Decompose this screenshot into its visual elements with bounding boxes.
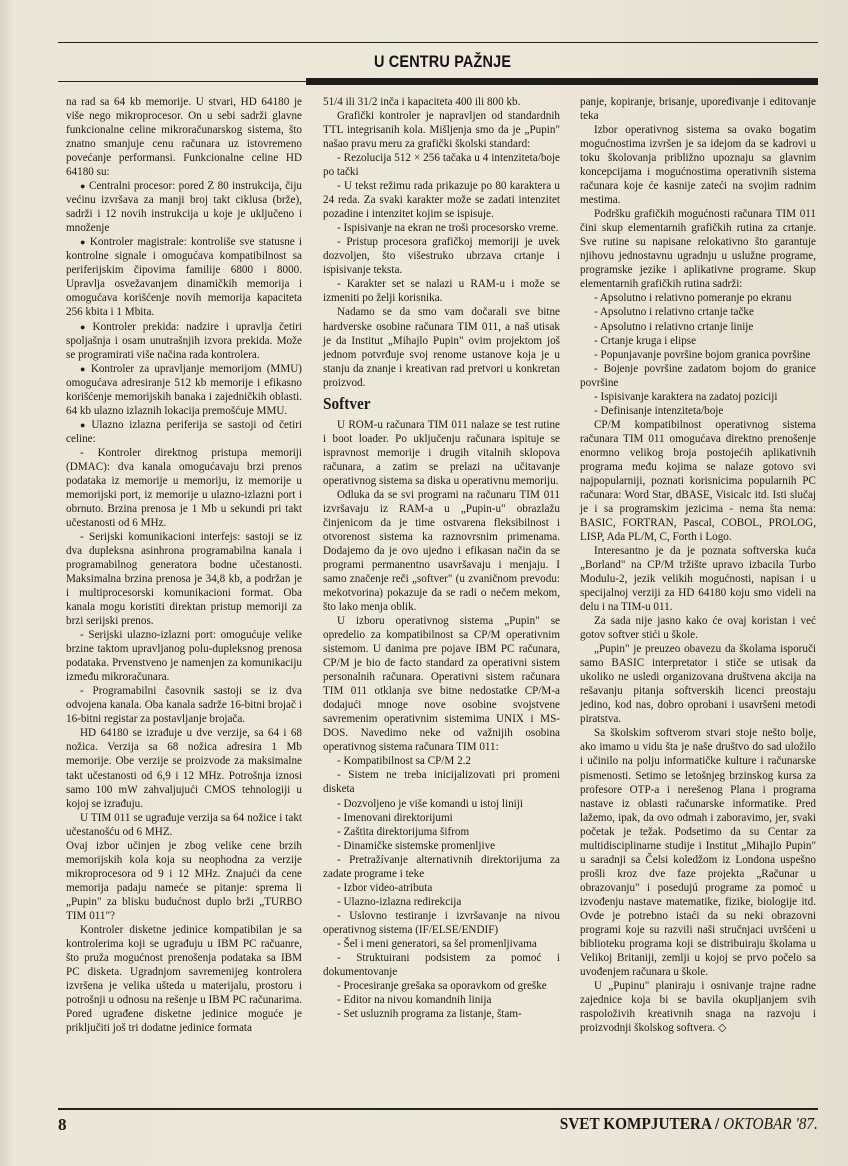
paragraph: - Zaštita direktorijuma šifrom <box>337 825 470 838</box>
paragraph: Odluka da se svi programi na računaru TIM 011 izvršavaju iz RAM-a u „Pupin-u" obrazlažu činjenicom da je time ostvarena fleksibilnost i otvorenost sistema ka raznovrsnim primenama. Dodajemo da je ovo ujedno i efikasan način da se programi permanentno usavršavaju i menjaju. I samo značenje reči „softver" (u zvaničnom prevodu: mekotvorina) pokazuje da se radi o nečem mekom, što lako menja oblik. <box>323 488 560 614</box>
section-title: U CENTRU PAŽNJE <box>374 52 512 71</box>
paragraph: Ovaj izbor učinjen je zbog velike cene brzih memorijskih kola koja su neophodna za verzije mikroprocesora od 9 i 12 MHz. Znajući da cene memorija padaju nameće se pitanje: sprema li „Pupin" za blisku budućnost duplo brži „TURBO TIM 011"? <box>66 839 302 922</box>
paragraph: - Editor na nivou komandnih linija <box>337 993 492 1006</box>
paragraph: - Kompatibilnost sa CP/M 2.2 <box>337 755 472 768</box>
paragraph: U ROM-u računara TIM 011 nalaze se test rutine i boot loader. Po uključenju računara ispituje se ispravnost memorije i drugih vitalnih sklopova računara, a zatim se prelazi na učitavanje operativnog sistema sa diska u operativnu memoriju. <box>323 418 560 487</box>
bullet-paragraph: ● Kontroler magistrale: kontroliše sve statusne i kontrolne signale i omogućava kompatibilnost sa periferijskim čipovima familije 6800 i 8000. Upravlja osvežavanjem dinamičkih memorija i omogućava korišćenje novih memorija kapaciteta 256 kbita i 1 Mbita. <box>66 235 302 319</box>
section-subheading: Softver <box>323 393 371 413</box>
paragraph: „Pupin" je preuzeo obavezu da školama isporuči samo BASIC interpretator i stiče se utisak da ukoliko ne usledi organizovana društvena akcija na rešavanju pitanja softverskih licenci preostaju jedino, kod nas, dobro oprobani i usavršeni metodi piratstva. <box>580 643 816 726</box>
paragraph: - Pretražívanje alternativnih direktorijuma za zadate programe i teke <box>323 853 560 880</box>
paragraph: U „Pupinu" planiraju i osnivanje trajne radne zajednice koja bi se bavila okupljanjem svih raspoloživih kreativnih snaga na razvoju i proizvodnji školskog softvera. ◇ <box>580 979 816 1035</box>
paragraph: - Definisanje intenziteta/boje <box>594 404 724 417</box>
paragraph: Izbor operativnog sistema sa ovako bogatim mogućnostima izvršen je sa idejom da se kadrovi u toku školovanja približno upoznaju sa glavnim koncepcijama i mogućnostima operativnih sistema računara koje će kasnije zateći na svojim radnim mestima. <box>580 124 816 207</box>
magazine-footer <box>560 1114 818 1134</box>
paragraph: Nadamo se da smo vam dočarali sve bitne hardverske osobine računara TIM 011, a naš utisak je da Institut „Mihajlo Pupin" ovim projektom još jednom potvrđuje svoj renome ustanove koja je u stanju da znanje i kreativan rad pretvori u konkretan proizvod. <box>323 306 560 389</box>
paragraph: - Rezolucija 512 × 256 tačaka u 4 intenziteta/boje po tački <box>323 152 560 179</box>
paragraph: - Ispisivanje karaktera na zadatoj poziciji <box>594 390 778 403</box>
paragraph: - Izbor video-atributa <box>337 881 433 894</box>
paragraph: CP/M kompatibilnost operativnog sistema računara TIM 011 omogućava direktno prenošenje enormno velikog broja postojećih aplikativnih programa među kojima se nalaze gotovo svi najpopularniji, poznati korisnicima popularnih PC računara: Word Star, dBASE, Visicalc itd. Isti slučaj je i sa programskim jezicima - nema šta nema: BASIC, FORTRAN, Pascal, COBOL, PROLOG, LISP, Ada PL/M, C, Forth i Logo. <box>580 418 816 543</box>
paragraph: Interesantno je da je poznata softverska kuća „Borland" na CP/M tržište upravo izbacila Turbo Modulu-2, jezik velikih mogućnosti, napisan i u specijalnoj verziji za HD 64180 koju smo videli na delu i na TIM-u 011. <box>580 545 816 614</box>
paragraph: panje, kopiranje, brisanje, upoređivanje i editovanje teka <box>580 96 816 123</box>
paragraph: HD 64180 se izrađuje u dve verzije, sa 64 i 68 nožica. Verzija sa 68 nožica adresira 1 Mb memorije. Obe verzije se proizvode za maksimalne takt učestanosti od 6,9 i 12 MHz. Potrošnja iznosi samo 100 mW zahvaljujući CMOS tehnologiji u kojoj se izrađuju. <box>66 727 302 810</box>
bullet-paragraph: ● Centralni procesor: pored Z 80 instrukcija, čiju većinu izvršava za manji broj takt ciklusa (brže), sadrži i 12 novih instrukcija u koje je uključeno i množenje <box>66 179 302 235</box>
paragraph: - Karakter set se nalazi u RAM-u i može se izmeniti po želji korisnika. <box>323 278 560 305</box>
bullet-paragraph: ● Kontroler prekida: nadzire i upravlja četiri spoljašnja i osam unutrašnjih izvora prekida. Može se programirati više načina rada kontrolera. <box>66 320 302 362</box>
paragraph: - Procesiranje grešaka sa oporavkom od greške <box>337 979 547 992</box>
paragraph: Kontroler disketne jedinice kompatibilan je sa kontrolerima koji se ugrađuju u IBM PC račuanre, što pruža mogućnost prenošenja podataka sa IBM PC disketa. Ugradnjom savremenijeg kontrolera izvršena je velika ušteda u materijalu, prostoru i potrošnji u odnosu na rešenje u IBM PC računarima. Pored ugrađene disketne jedinice moguće je priključiti još tri dodatne jedinice formata <box>66 923 302 1035</box>
paragraph: na rad sa 64 kb memorije. U stvari, HD 64180 je više nego mikroprocesor. On u sebi sadrži glavne funkcionalne celine mikroračunarskog sistema, što znatno smanjuje cenu računara uz istovremeno povećanje performansi. Funkcionalne celine HD 64180 su: <box>66 96 302 179</box>
paragraph: - Set usluznih programa za listanje, štam- <box>337 1007 522 1020</box>
header-rule <box>58 42 818 43</box>
paragraph: - Pristup procesora grafičkoj memoriji je uvek dozvoljen, što višestruko ubrzava crtanje i ispisivanje teksta. <box>323 236 560 277</box>
paragraph: - Bojenje površine zadatom bojom do granice površine <box>580 362 816 389</box>
paragraph: - Apsolutno i relativno crtanje tačke <box>594 306 754 319</box>
bullet-paragraph: ● Kontroler za upravljanje memorijom (MMU) omogućava adresiranje 512 kb memorije i efikasno korišćenje memorijskih banaka i zajedničkih oblasti. 64 kb ulazno izlaznih lokacija premošćuje MMU. <box>66 362 302 418</box>
end-mark-icon: ◇ <box>718 1021 727 1035</box>
paragraph: - U tekst režimu rada prikazuje po 80 karaktera u 24 reda. Za svaki karakter može se zadati intenzitet pozadine i intenzitet kojim se ispisuje. <box>323 180 560 221</box>
paragraph: 51/4 ili 31/2 inča i kapaciteta 400 ili 800 kb. <box>323 96 521 108</box>
article-column-2 <box>323 95 560 1021</box>
article-column-1 <box>66 95 302 1035</box>
paragraph: - Serijski ulazno-izlazni port: omogućuje velike brzine taktom upravljanog polu-dupleksnog prenosa podataka. Prvenstveno je namenjen za komunikaciju između mikroračunara. <box>66 629 302 684</box>
magazine-name: SVET KOMPJUTERA / <box>559 1114 720 1133</box>
footer-rule <box>58 1108 818 1110</box>
paragraph: Podršku grafičkih mogućnosti računara TIM 011 čini skup elementarnih grafičkih rutina za crtanje. Sve rutine su napisane relokativno što garantuje njihovu jednostavnu ugradnju u uslužne programe, programske jezike i aplikativne programe. Skup elementarnih grafičkih rutina sadrži: <box>580 208 816 291</box>
paragraph: - Uslovno testiranje i izvršavanje na nivou operativnog sistema (IF/ELSE/ENDIF) <box>323 909 560 936</box>
paragraph: - Ispisivanje na ekran ne troši procesorsko vreme. <box>337 222 559 235</box>
paragraph: - Serijski komunikacioni interfejs: sastoji se iz dva dupleksna asinhrona programabilna kanala i programabilnog generatora bodne učestanosti. Maksimalna brzina prenosa je 34,8 kb, a podržan je i multiprocesorski komunikacioni format. Oba kanala mogu koristiti direktan pristup memoriji za brzi serijski prenos. <box>66 530 302 628</box>
bullet-paragraph: ● Ulazno izlazna periferija se sastoji od četiri celine: <box>66 418 302 446</box>
paragraph: - Programabilni časovnik sastoji se iz dva odvojena kanala. Oba kanala sadrže 16-bitni brojač i 16-bitni registar za postavljanje brojača. <box>66 685 302 726</box>
paragraph: Grafički kontroler je napravljen od standardnih TTL integrisanih kola. Mišljenja smo da je „Pupin" našao pravu meru za grafički školski standard: <box>323 110 560 151</box>
paragraph: Za sada nije jasno kako će ovaj koristan i već gotov softver stići u škole. <box>580 615 816 642</box>
paragraph: - Struktuirani podsistem za pomoć i dokumentovanje <box>323 951 560 978</box>
paragraph: - Sistem ne treba inicijalizovati pri promeni disketa <box>323 769 560 796</box>
paragraph: - Ulazno-izlazna redirekcija <box>337 895 462 908</box>
article-column-3 <box>580 95 816 1035</box>
paragraph: U izboru operativnog sistema „Pupin" se opredelio za kompatibilnost sa CP/M operativnim sistemom. U danima pre pojave IBM PC računara, CP/M je bio de facto standard za operativni sistem personalnih računara. Operativni sistem računara TIM 011 otklanja sve bitne nedostatke CP/M-a dodajući mnoge nove osobine svojstvene savremenim operativnim sistemima UNIX i MS-DOS. Navedimo neke od važnijih osobina operativnog sistema računara TIM 011: <box>323 615 560 754</box>
paragraph: - Šel i meni generatori, sa šel promenljivama <box>337 937 537 950</box>
paragraph: - Crtanje kruga i elipse <box>594 334 697 347</box>
paragraph: - Kontroler direktnog pristupa memoriji (DMAC): dva kanala omogućavaju brzi prenos podataka iz memorije u memoriju, iz memorije u memorijski port, iz memorije u ulazno-izlazni port i obrnuto. Brzina prenosa je 1 Mb u sekundi pri takt učestanosti od 6 MHz. <box>66 446 302 529</box>
header-bar <box>306 78 818 85</box>
magazine-issue: OKTOBAR '87. <box>723 1114 818 1133</box>
paragraph: U TIM 011 se ugrađuje verzija sa 64 nožice i takt učestanošću od 6 MHZ. <box>66 811 302 838</box>
paragraph: - Apsolutno i relativno crtanje linije <box>594 320 754 333</box>
paragraph: - Dozvoljeno je više komandi u istoj liniji <box>337 797 523 810</box>
paragraph: - Apsolutno i relativno pomeranje po ekranu <box>594 292 792 305</box>
paragraph: Sa školskim softverom stvari stoje nešto bolje, ako imamo u vidu šta je naše društvo do sad uložilo i učinilo na polju informatičke kulture i računarske pismenosti. Setimo se letošnjeg brzinskog kursa za profesore OTP-a i nerešenog Plana i programa nastave iz oblasti računarske informatike. Pred lažemo, ipak, da ovo odmah i zaboravimo, jer, svaki početak je težak. Podsetimo da su Centar za multidisciplinarne studije i Institut „Mihajlo Pupin" u saradnji sa Čelsi koledžom iz Londona uspešno prošli kroz dve faze projekta „Računar u obrazovanju" i posedujú programe za pomoć u izvođenju nastave matematike, fizike, biologije itd. Ovde je potrebno istaći da su neki obrazovni programi koje su razvili naši stručnjaci uvršćeni u biblioteku programa koji se distribuiraju školama u Velikoj Britaniji, zemlji u kojoj se prvo počelo sa uvođenjem računara u škole. <box>580 727 816 978</box>
paragraph: - Popunjavanje površine bojom granica površine <box>594 348 811 361</box>
paragraph: - Imenovani direktorijumi <box>337 811 453 824</box>
paragraph: - Dinamičke sistemske promenljive <box>337 839 496 852</box>
page-number: 8 <box>58 1115 67 1134</box>
